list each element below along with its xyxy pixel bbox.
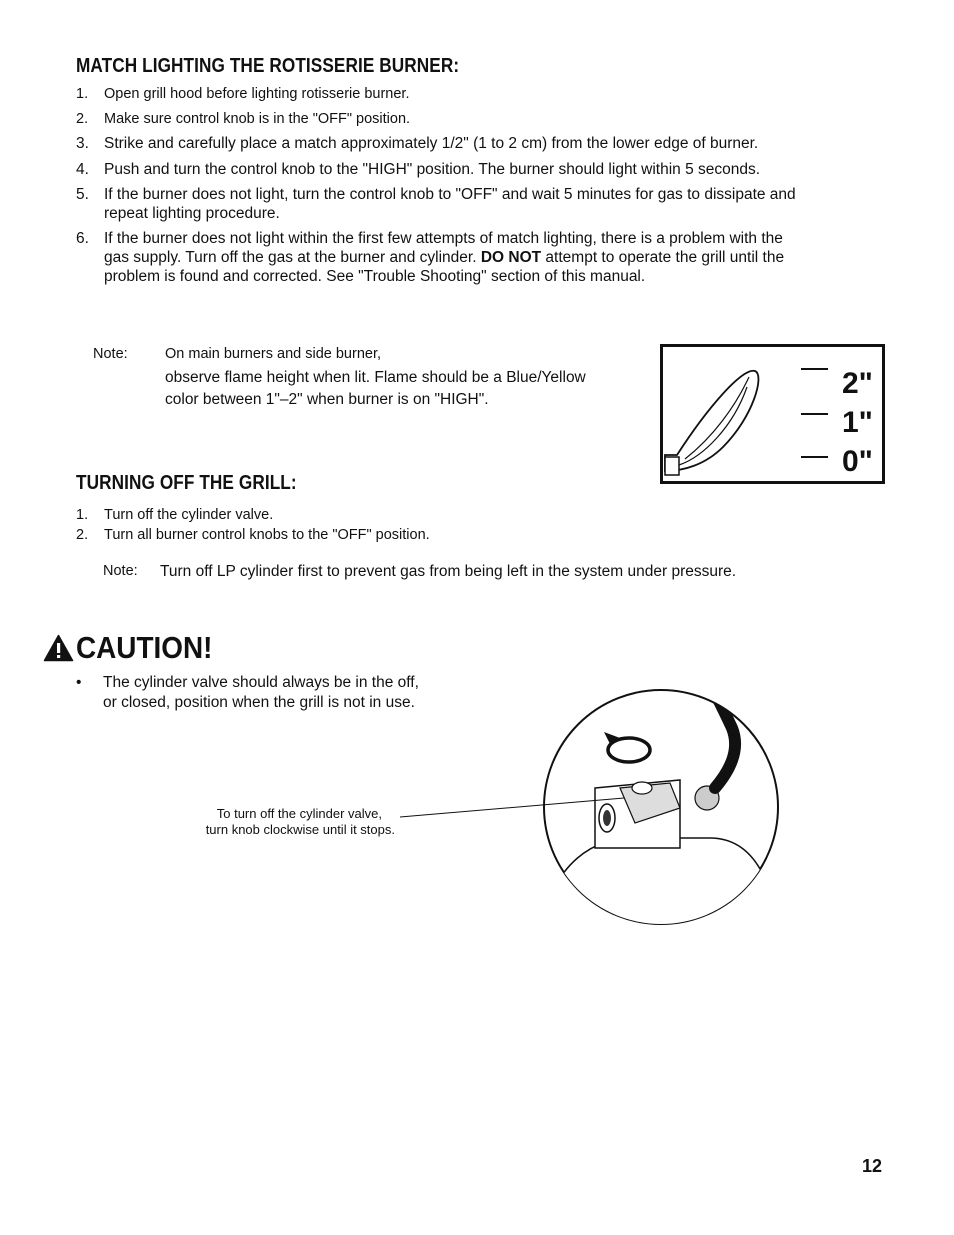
step-number: 2.	[76, 527, 89, 543]
note-label: Note:	[103, 563, 138, 579]
section-heading-match-lighting: MATCH LIGHTING THE ROTISSERIE BURNER:	[76, 55, 460, 77]
tick-mark	[801, 368, 828, 370]
step-text: Turn all burner control knobs to the "OFF" position.	[104, 527, 430, 543]
flame-height-diagram	[660, 344, 885, 484]
height-label-0in: 0"	[842, 445, 873, 478]
height-label-1in: 1"	[842, 406, 873, 439]
step-number: 3.	[76, 135, 89, 152]
warning-triangle-icon	[43, 634, 74, 662]
step-text: If the burner does not light, turn the control knob to "OFF" and wait 5 minutes for gas to dissipate and	[104, 186, 796, 203]
bullet: •	[76, 674, 82, 691]
note-text: Turn off LP cylinder first to prevent gas from being left in the system under pressure.	[160, 563, 737, 580]
caution-title: CAUTION!	[76, 630, 213, 665]
step-number: 1.	[76, 507, 89, 523]
list-item	[76, 85, 896, 105]
caution-text: or closed, position when the grill is not in use.	[103, 694, 415, 711]
note-text: On main burners and side burner,	[165, 346, 382, 362]
list-item	[76, 185, 896, 225]
list-item	[76, 110, 896, 130]
step-number: 2.	[76, 111, 89, 127]
callout-text: turn knob clockwise until it stops.	[205, 822, 395, 837]
step-number: 4.	[76, 161, 89, 178]
step-text	[104, 248, 784, 267]
do-not-emphasis: DO NOT	[480, 249, 542, 266]
step-text: If the burner does not light within the first few attempts of match lighting, there is a problem with the	[104, 230, 783, 247]
callout-text: To turn off the cylinder valve,	[216, 806, 382, 821]
note-text: observe flame height when lit. Flame should be a Blue/Yellow	[165, 369, 586, 386]
list-item	[76, 506, 676, 526]
step-text: Make sure control knob is in the "OFF" position.	[104, 111, 411, 127]
tick-mark	[801, 456, 828, 458]
step-text: problem is found and corrected. See "Trouble Shooting" section of this manual.	[104, 268, 646, 285]
tick-mark	[801, 413, 828, 415]
step-text: Open grill hood before lighting rotisserie burner.	[104, 86, 410, 102]
step-number: 6.	[76, 230, 89, 247]
section-heading-turning-off: TURNING OFF THE GRILL:	[76, 472, 297, 494]
step-text: repeat lighting procedure.	[104, 205, 280, 222]
note-text: color between 1"–2" when burner is on "HIGH".	[165, 391, 489, 408]
list-item	[76, 160, 896, 180]
step-text-part: gas supply. Turn off the gas at the burner and cylinder.	[104, 249, 481, 266]
caution-text: The cylinder valve should always be in the off,	[103, 674, 419, 691]
step-text: Turn off the cylinder valve.	[104, 507, 274, 523]
page-number: 12	[862, 1156, 883, 1176]
cylinder-valve-diagram	[380, 688, 800, 936]
step-text: Push and turn the control knob to the "HIGH" position. The burner should light within 5 seconds.	[104, 161, 761, 178]
list-item	[76, 134, 896, 154]
step-text-part: attempt to operate the grill until the	[541, 249, 785, 266]
list-item	[76, 526, 676, 546]
list-item	[76, 229, 896, 289]
step-number: 5.	[76, 186, 89, 203]
height-label-2in: 2"	[842, 367, 873, 400]
step-number: 1.	[76, 86, 89, 102]
step-text: Strike and carefully place a match approximately 1/2" (1 to 2 cm) from the lower edge of burner.	[104, 135, 759, 152]
note-label: Note:	[93, 346, 128, 362]
